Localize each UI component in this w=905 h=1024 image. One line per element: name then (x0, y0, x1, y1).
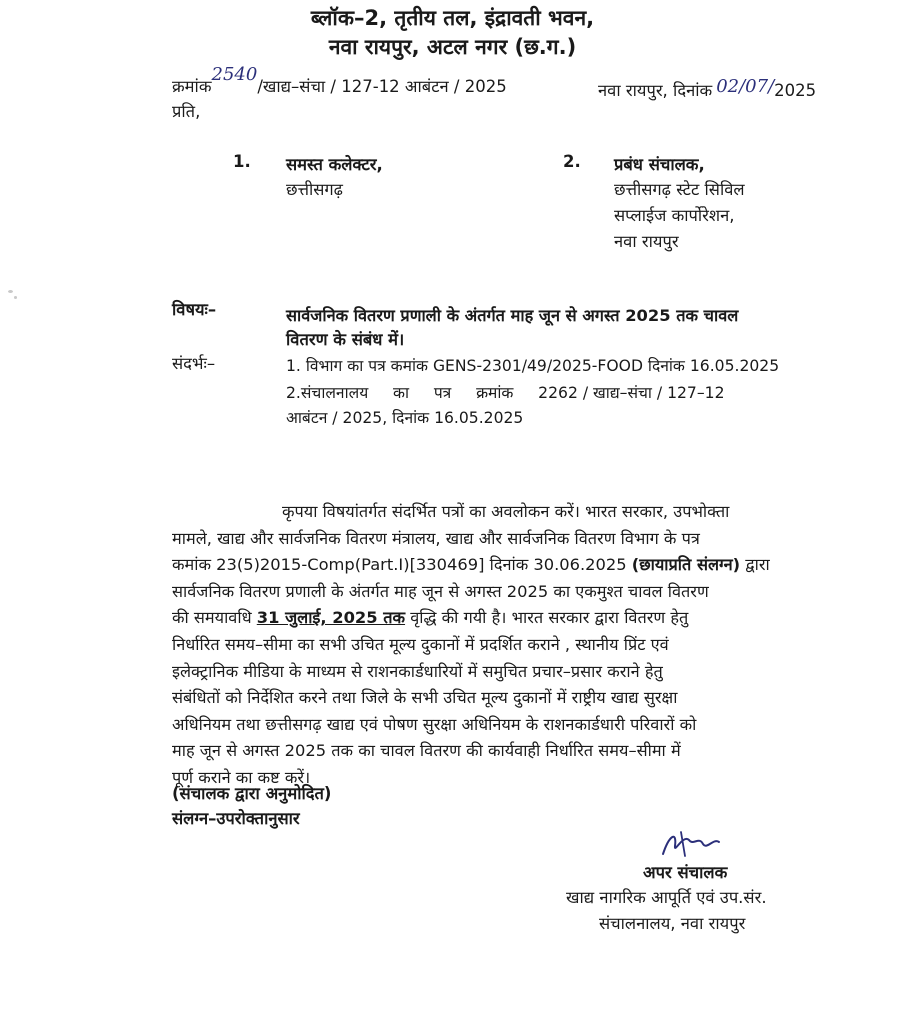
recipient-1-line: छत्तीसगढ़ (286, 180, 343, 199)
body-line (172, 552, 862, 579)
handwritten-signature (655, 826, 725, 862)
date-handwritten: 02/07/ (716, 76, 775, 97)
recipient-1-title: समस्त कलेक्टर, (286, 155, 383, 174)
place-date (598, 78, 816, 101)
recipient-2-number: 2. (563, 152, 581, 171)
signatory-directorate: संचालनालय, नवा रायपुर (599, 914, 746, 933)
body-line: मामले, खाद्य और सार्वजनिक वितरण मंत्रालय, खाद्य और सार्वजनिक वितरण विभाग के पत्र (172, 528, 700, 548)
date-year: 2025 (774, 81, 817, 100)
enclosure-note: (छायाप्रति संलग्न) (631, 555, 741, 575)
body-text: कमांक 23(5)2015-Comp(Part.I)[330469] दिनांक 30.06.2025 (172, 555, 632, 575)
reference-label: संदर्भः– (172, 354, 216, 373)
body-line: सार्वजनिक वितरण प्रणाली के अंतर्गत माह जून से अगस्त 2025 का एकमुश्त चावल वितरण (172, 581, 709, 601)
subject-line2: वितरण के संबंध में। (286, 330, 405, 349)
recipient-2-line: छत्तीसगढ़ स्टेट सिविल (614, 180, 745, 199)
recipient-2-line: नवा रायपुर (614, 232, 679, 251)
recipient-1-number: 1. (233, 152, 251, 171)
reference-line2: 2.संचालनालय का पत्र क्रमांक 2262 / खाद्य–संचा / 127–12 (286, 384, 725, 402)
subject-label: विषयः– (172, 300, 217, 319)
body-line: पूर्ण कराने का कष्ट करें। (172, 767, 311, 787)
body-text: द्वारा (740, 555, 770, 575)
recipient-2-line: सप्लाईज कार्पोरेशन, (614, 206, 735, 225)
to-label: प्रति, (172, 102, 201, 121)
body-line: अधिनियम तथा छत्तीसगढ़ खाद्य एवं पोषण सुरक्षा अधिनियम के राशनकार्डधारी परिवारों को (172, 714, 697, 734)
office-address-line1: ब्लॉक–2, तृतीय तल, इंद्रावती भवन, (310, 6, 595, 30)
signatory-designation: अपर संचालक (643, 863, 728, 882)
body-line: कृपया विषयांतर्गत संदर्भित पत्रों का अवलोकन करें। भारत सरकार, उपभोक्ता (282, 502, 730, 521)
approval-note: (संचालक द्वारा अनुमोदित) (172, 784, 332, 803)
reference-line1: 1. विभाग का पत्र कमांक GENS-2301/49/2025-FOOD दिनांक 16.05.2025 (286, 357, 780, 375)
scan-speck (8, 290, 13, 293)
scan-speck (14, 296, 17, 299)
ref-line (172, 64, 507, 97)
reference-line3: आबंटन / 2025, दिनांक 16.05.2025 (286, 409, 524, 427)
body-line: माह जून से अगस्त 2025 तक का चावल वितरण की कार्यवाही निर्धारित समय–सीमा में (172, 741, 681, 761)
body-text: की समयावधि (172, 608, 257, 628)
ref-number-handwritten: 2540 (211, 64, 258, 85)
body-text: वृद्धि की गयी है। भारत सरकार द्वारा वितरण हेतु (405, 608, 689, 628)
deadline-date: 31 जुलाई, 2025 तक (256, 608, 406, 628)
recipient-2-title: प्रबंध संचालक, (614, 155, 705, 174)
place-date-prefix: नवा रायपुर, दिनांक (598, 81, 713, 100)
body-paragraph (172, 499, 862, 792)
body-line: संबंधितों को निर्देशित करने तथा जिले के सभी उचित मूल्य दुकानों में राष्ट्रीय खाद्य सुरक्षा (172, 688, 678, 708)
signatory-office: खाद्य नागरिक आपूर्ति एवं उप.संर. (566, 888, 767, 907)
ref-prefix: क्रमांक (172, 77, 212, 96)
body-line: इलेक्ट्रानिक मीडिया के माध्यम से राशनकार्डधारियों में समुचित प्रचार–प्रसार कराने हेतु (172, 661, 663, 681)
ref-suffix: /खाद्य–संचा / 127-12 आबंटन / 2025 (257, 77, 507, 96)
enclosure-line: संलग्न–उपरोक्तानुसार (172, 809, 300, 828)
body-line (172, 605, 862, 632)
body-line: निर्धारित समय–सीमा का सभी उचित मूल्य दुकानों में प्रदर्शित कराने , स्थानीय प्रिंट एवं (172, 634, 669, 654)
subject-line1: सार्वजनिक वितरण प्रणाली के अंतर्गत माह जून से अगस्त 2025 तक चावल (286, 306, 739, 325)
office-address-line2: नवा रायपुर, अटल नगर (छ.ग.) (328, 35, 577, 59)
